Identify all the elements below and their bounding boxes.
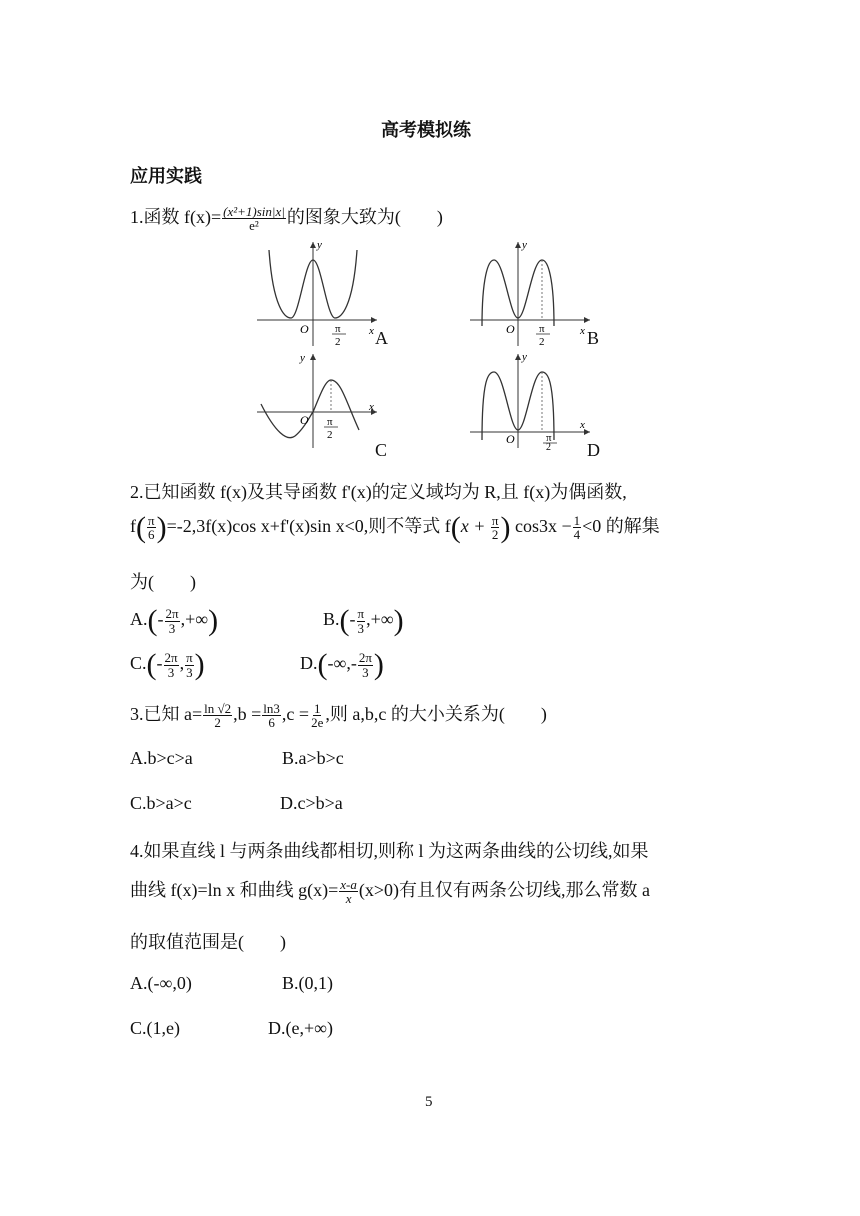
q2-option-a-fraction	[165, 607, 180, 635]
q2-quarter-num: 1	[573, 512, 581, 528]
q3-c-fraction	[310, 702, 324, 730]
question-4-line-2	[130, 876, 650, 906]
q4-g-num: x-a	[340, 876, 357, 892]
q2-option-d-num: 2π	[358, 649, 372, 665]
q3-a-den: 2	[214, 715, 221, 731]
q2-option-b-fraction	[357, 607, 366, 635]
graph-c-x-label: x	[369, 401, 374, 413]
q1-suffix: 的图象大致为( )	[286, 207, 443, 227]
q2-pi2-den: 2	[491, 527, 499, 543]
graph-d-x-label: x	[580, 419, 585, 431]
q2-option-c-neg: -	[156, 653, 163, 674]
page-number: 5	[425, 1094, 433, 1110]
graph-d-pi: π	[546, 432, 552, 444]
graph-option-a	[255, 238, 385, 348]
q2-option-c-den: 3	[167, 664, 175, 680]
section-heading: 应用实践	[130, 166, 202, 187]
q2-f: f	[130, 516, 136, 536]
q4-line2-prefix: 曲线 f(x)=ln x 和曲线 g(x)=	[130, 880, 339, 900]
graph-c-pi: π	[327, 416, 333, 428]
q2-quarter	[573, 514, 582, 542]
q2-option-d-label: D.	[300, 653, 318, 674]
q2-option-d-den: 3	[362, 664, 369, 680]
q4-option-c[interactable]: C.(1,e)	[130, 1018, 180, 1038]
q2-option-a-tail: ,+∞	[180, 609, 209, 630]
q2-pi-over-2	[491, 514, 500, 542]
q2-option-c-label: C.	[130, 653, 147, 674]
graph-a-x-label: x	[369, 325, 374, 337]
q2-tail: <0 的解集	[582, 516, 660, 536]
q3-c-num: 1	[313, 700, 321, 716]
question-1-stem	[130, 203, 443, 233]
graph-option-c	[255, 350, 385, 450]
graph-b-option-label: B	[587, 328, 600, 348]
question-2-line-1: 2.已知函数 f(x)及其导函数 f'(x)的定义域均为 R,且 f(x)为偶函数,	[130, 482, 627, 502]
question-2-line-3: 为( )	[130, 572, 196, 592]
graph-b-y-label: y	[522, 239, 527, 251]
question-4-line-1: 4.如果直线 l 与两条曲线都相切,则称 l 为这两条曲线的公切线,如果	[130, 841, 649, 861]
q2-option-c[interactable]: C.(- $\frac{2\pi}{3}$ , $\frac{\pi}{3}$ )	[130, 648, 205, 681]
q2-option-b-num: π	[357, 605, 365, 621]
q3-b-label: ,b =	[233, 704, 262, 724]
q2-pi2-num: π	[491, 512, 499, 528]
q2-pi-over-6	[147, 514, 156, 542]
q2-option-c-fraction-1	[164, 651, 179, 679]
q3-c-den: 2e	[311, 715, 324, 731]
graph-b-pi: π	[539, 323, 545, 335]
graph-a-two: 2	[335, 336, 341, 348]
q3-b-num: ln3	[263, 700, 280, 716]
q4-option-d[interactable]: D.(e,+∞)	[268, 1018, 333, 1038]
q2-option-c-fraction-2	[185, 651, 194, 679]
q3-c-label: ,c =	[281, 704, 310, 724]
q3-b-fraction	[262, 702, 281, 730]
q2-middle: =-2,3f(x)cos x+f'(x)sin x<0,则不等式 f	[166, 516, 451, 536]
q2-arg-var: x +	[460, 516, 490, 536]
q2-option-c-num: 2π	[164, 649, 178, 665]
q3-a-num: ln √2	[204, 700, 232, 716]
graph-c-y-label: y	[300, 352, 305, 364]
q2-option-a-den: 3	[168, 620, 176, 636]
graph-c-option-label: C	[375, 440, 388, 460]
q2-option-b-den: 3	[357, 620, 365, 636]
graph-b-two: 2	[539, 336, 545, 348]
q3-option-b[interactable]: B.a>b>c	[282, 748, 344, 768]
graph-b-origin: O	[506, 322, 515, 336]
question-3-stem	[130, 700, 547, 730]
q2-option-a-num: 2π	[165, 605, 179, 621]
graph-b-x-label: x	[580, 325, 585, 337]
q2-quarter-den: 4	[573, 527, 581, 543]
q2-option-b-label: B.	[323, 609, 340, 630]
q2-option-d-mid: -∞,-	[327, 653, 357, 674]
graph-option-d	[468, 350, 598, 450]
graph-d-two: 2	[546, 442, 551, 450]
q1-fraction-numerator: (x²+1)sin|x|	[223, 203, 285, 219]
q4-g-den: x	[345, 891, 352, 907]
q4-option-b[interactable]: B.(0,1)	[282, 973, 333, 993]
q2-option-a-neg: -	[157, 609, 164, 630]
q2-option-b-tail: ,+∞	[366, 609, 394, 630]
graph-option-b	[468, 238, 598, 348]
graph-a-origin: O	[300, 322, 309, 336]
question-4-line-3: 的取值范围是( )	[130, 932, 286, 952]
q4-option-a[interactable]: A.(-∞,0)	[130, 973, 192, 993]
q3-option-d[interactable]: D.c>b>a	[280, 793, 343, 813]
graph-a-pi: π	[335, 323, 341, 335]
q4-g-fraction	[339, 878, 358, 906]
q4-line2-suffix: (x>0)有且仅有两条公切线,那么常数 a	[358, 880, 651, 900]
graph-d-origin: O	[506, 432, 515, 446]
graph-c-two: 2	[327, 429, 333, 441]
graph-a-option-label: A	[375, 328, 388, 348]
q2-cos: cos3x −	[514, 516, 572, 536]
q2-option-d[interactable]: D.(-∞,- $\frac{2\pi}{3}$ )	[300, 648, 384, 681]
q2-option-b-neg: -	[349, 609, 356, 630]
q3-suffix: ,则 a,b,c 的大小关系为( )	[325, 704, 547, 724]
q1-fraction	[222, 205, 286, 233]
q3-b-den: 6	[268, 715, 275, 731]
q2-option-c-num2: π	[186, 649, 193, 665]
page-title: 高考模拟练	[381, 120, 471, 141]
q2-option-d-fraction	[358, 651, 373, 679]
q3-a-fraction	[203, 702, 232, 730]
graph-d-option-label: D	[587, 440, 600, 460]
q3-option-c[interactable]: C.b>a>c	[130, 793, 192, 813]
graph-c-origin: O	[300, 413, 309, 427]
q1-fraction-denominator: e²	[249, 218, 259, 234]
q2-option-c-den2: 3	[186, 664, 193, 680]
graph-a-y-label: y	[317, 239, 322, 251]
q2-option-b[interactable]: B.(- $\frac{\pi}{3}$ ,+∞)	[323, 604, 404, 637]
q3-option-a[interactable]: A.b>c>a	[130, 748, 193, 768]
question-2-line-2: f( $\frac{\pi}{6}$ )=-2,3f(x)cos x+f'(x)sin x<0,则不等式 f(x + $\frac{\pi}{2}$ ) cos3x − $\frac{1}{4}$ <0 的解集	[130, 510, 660, 544]
q2-pi6-num: π	[148, 512, 155, 528]
q2-pi6-den: 6	[148, 527, 155, 543]
q2-option-a[interactable]: A.(- $\frac{2\pi}{3}$ ,+∞)	[130, 604, 219, 637]
q2-option-a-label: A.	[130, 609, 148, 630]
graph-d-y-label: y	[522, 351, 527, 363]
q3-prefix: 3.已知 a=	[130, 704, 203, 724]
q1-prefix: 1.函数 f(x)=	[130, 207, 222, 227]
